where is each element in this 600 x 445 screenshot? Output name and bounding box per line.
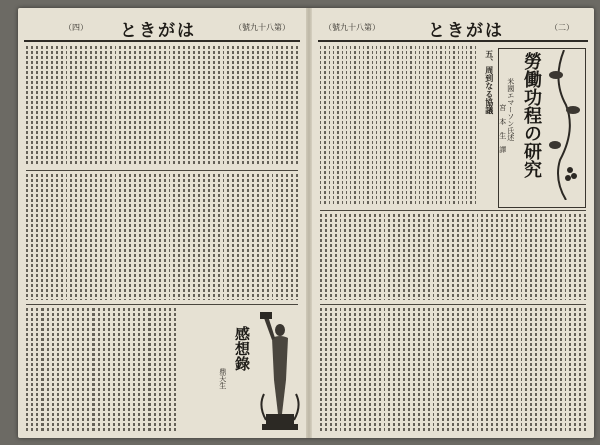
article-byline: 米國エマーソン氏述 <box>506 78 515 141</box>
right-masthead-title: ときがは <box>428 21 504 41</box>
right-middle-text-columns <box>320 214 586 300</box>
left-page-header <box>24 14 300 42</box>
right-issue-number: （號九十八第） <box>324 23 380 32</box>
left-masthead-title: ときがは <box>120 21 196 41</box>
essay-title: 感想錄 <box>233 326 251 371</box>
left-section-rule-1 <box>26 170 298 171</box>
newspaper-sheet <box>18 8 594 438</box>
article-section-heading: 五、周到なる協議 <box>484 50 494 114</box>
article-translator: 宮 本 生 譯 <box>498 104 507 153</box>
left-page-number: （四） <box>64 23 88 32</box>
left-upper-text-columns <box>26 46 298 166</box>
right-section-rule-2 <box>320 304 586 305</box>
right-section-rule-1 <box>320 210 586 211</box>
right-upper-text-columns <box>320 46 476 206</box>
left-middle-text-columns <box>26 174 298 300</box>
left-page <box>18 8 306 438</box>
vine-illustration <box>546 50 582 200</box>
right-page-number: （二） <box>550 23 574 32</box>
right-page-header <box>318 14 588 42</box>
statue-illustration <box>258 310 302 432</box>
right-lower-text-columns <box>320 308 586 432</box>
essay-author: 鼎天生 <box>218 368 227 389</box>
article-title: 勞働功程の研究 <box>521 52 542 178</box>
left-section-rule-2 <box>26 304 298 305</box>
left-lower-text-columns <box>26 308 176 432</box>
left-issue-number: （號九十八第） <box>234 23 290 32</box>
right-page <box>312 8 594 438</box>
